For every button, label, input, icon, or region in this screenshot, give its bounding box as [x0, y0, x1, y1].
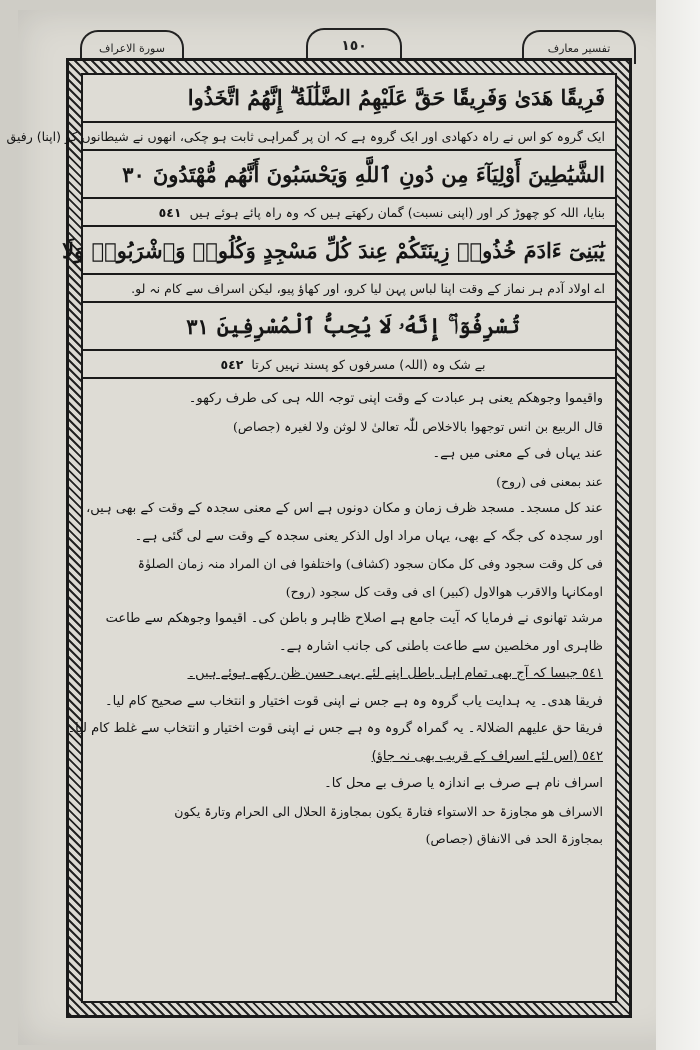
translation-line	[83, 199, 615, 227]
footnote-number: ٥٤١	[158, 204, 182, 220]
verse-line	[62, 227, 615, 275]
translation-line	[83, 351, 615, 379]
commentary-line: قال الربیع بن انس توجھوا بالاخلاص للّٰہ تعالیٰ لا لوثن ولا لغیرہ (جصاص)	[232, 418, 603, 434]
translation-text: ایک گروہ کو اس نے راہ دکھادی اور ایک گروہ ہے کہ ان پر گمراہی ثابت ہو چکی، انھوں نے شیطانوں کو (اپنا) رفیق	[6, 128, 605, 144]
commentary-line: عند یہاں فی کے معنی میں ہے۔	[432, 446, 603, 461]
commentary-line: اومکانہا والاقرب ھوالاول (کبیر) ای فی وقت کل سجود (روح)	[285, 583, 603, 599]
verse-line	[83, 303, 615, 351]
translation-line	[83, 275, 615, 303]
translation-text: اے اولاد آدم ہر نماز کے وقت اپنا لباس پہن لیا کرو، اور کھاؤ پیو، لیکن اسراف سے کام نہ لو.	[131, 280, 605, 296]
footnote-541: ٥٤١ جیسا کہ آج بھی تمام اہل باطل اپنے لئے یہی حسن ظن رکھے ہوئے ہیں۔	[187, 666, 603, 681]
commentary-line: بمجاوزۃ الحد فی الانفاق (جصاص)	[425, 831, 603, 846]
commentary-line: مرشد تھانوی نے فرمایا کہ آیت جامع ہے اصلاح ظاہر و باطن کی۔ اقیموا وجوھکم سے طاعت	[105, 611, 603, 626]
ayah-number: ٣٠	[122, 161, 145, 187]
footnote-542: ٥٤٢ (اس لئے اسراف کے قریب بھی نہ جاؤ)	[371, 748, 603, 764]
verse-text: يَٰبَنِىٓ ءَادَمَ خُذُوا۟ زِينَتَكُمْ عِندَ كُلِّ مَسْجِدٍ وَكُلُوا۟ وَٱشْرَبُوا۟ وَلَا	[62, 237, 605, 263]
verse-text: الشَّيَٰطِينَ أَوْلِيَآءَ مِن دُونِ ٱللَّهِ وَيَحْسَبُونَ أَنَّهُم مُّهْتَدُونَ	[152, 161, 605, 187]
commentary-line: عند کل مسجد۔ مسجد ظرف زمان و مکان دونوں ہے اس کے معنی سجدہ کے وقت کے بھی ہیں،	[86, 501, 603, 516]
verse-text: فَرِيقًا هَدَىٰ وَفَرِيقًا حَقَّ عَلَيْهِمُ الضَّلَٰلَةُ ۗ إِنَّهُمُ اتَّخَذُوا	[187, 85, 605, 110]
page-content	[6, 73, 617, 1003]
translation-line	[6, 123, 615, 151]
next-page-edge	[656, 0, 700, 1050]
footnote-number: ٥٤٢	[220, 356, 244, 372]
commentary-line: عند بمعنی فی (روح)	[496, 473, 603, 489]
ayah-number: ٣١	[186, 313, 209, 339]
page-number: ١٥٠	[341, 38, 367, 54]
verse-line	[83, 151, 615, 199]
decorative-border	[6, 58, 632, 1018]
book-title: تفسیر معارف	[547, 41, 611, 55]
commentary-line: اسراف نام ہے صرف بے اندازہ یا صرف بے محل کا۔	[324, 776, 603, 791]
commentary-section	[67, 379, 615, 853]
commentary-line: اور سجدہ کی جگہ کے بھی، یہاں مراد اول الذکر یعنی سجدہ کے وقت سے لی گئی ہے۔	[134, 528, 603, 544]
commentary-line: ظاہری اور مخلصین سے طاعت باطنی کی جانب اشارہ ہے۔	[278, 638, 603, 654]
commentary-line: الاسراف ھو مجاوزۃ حد الاستواء فتارۃ یکون بمجاوزۃ الحلال الی الحرام وتارۃ یکون	[174, 803, 603, 819]
commentary-line: واقیموا وجوھکم یعنی ہر عبادت کے وقت اپنی توجہ اللہ ہی کی طرف رکھو۔	[188, 391, 603, 406]
page-number-cartouche	[306, 28, 402, 62]
translation-text: بے شک وہ (اللہ) مسرفوں کو پسند نہیں کرتا	[251, 356, 486, 372]
verse-line	[83, 75, 615, 123]
surah-name: سورة الاعراف	[99, 41, 165, 55]
translation-text: بنایا، اللہ کو چھوڑ کر اور (اپنی نسبت) گمان رکھتے ہیں کہ وہ راہ پائے ہوئے ہیں	[189, 204, 605, 220]
commentary-line: فریقا حق علیھم الضلالۃ۔ یہ گمراہ گروہ وہ ہے جس نے اپنی قوت اختیار و انتخاب سے غلط کام لیا۔	[67, 721, 603, 736]
commentary-line: فی کل وقت سجود وفی کل مکان سجود (کشاف) واختلفوا فی ان المراد منہ زمان الصلوٰۃ	[137, 556, 603, 571]
commentary-line: فریقا ھدی۔ یہ ہدایت یاب گروہ وہ ہے جس نے اپنی قوت اختیار و انتخاب سے صحیح کام لیا۔	[105, 693, 603, 709]
verse-text: تُسْرِفُوٓا۟ ۚ إِنَّهُۥ لَا يُحِبُّ ٱلْمُسْرِفِينَ	[216, 313, 520, 338]
